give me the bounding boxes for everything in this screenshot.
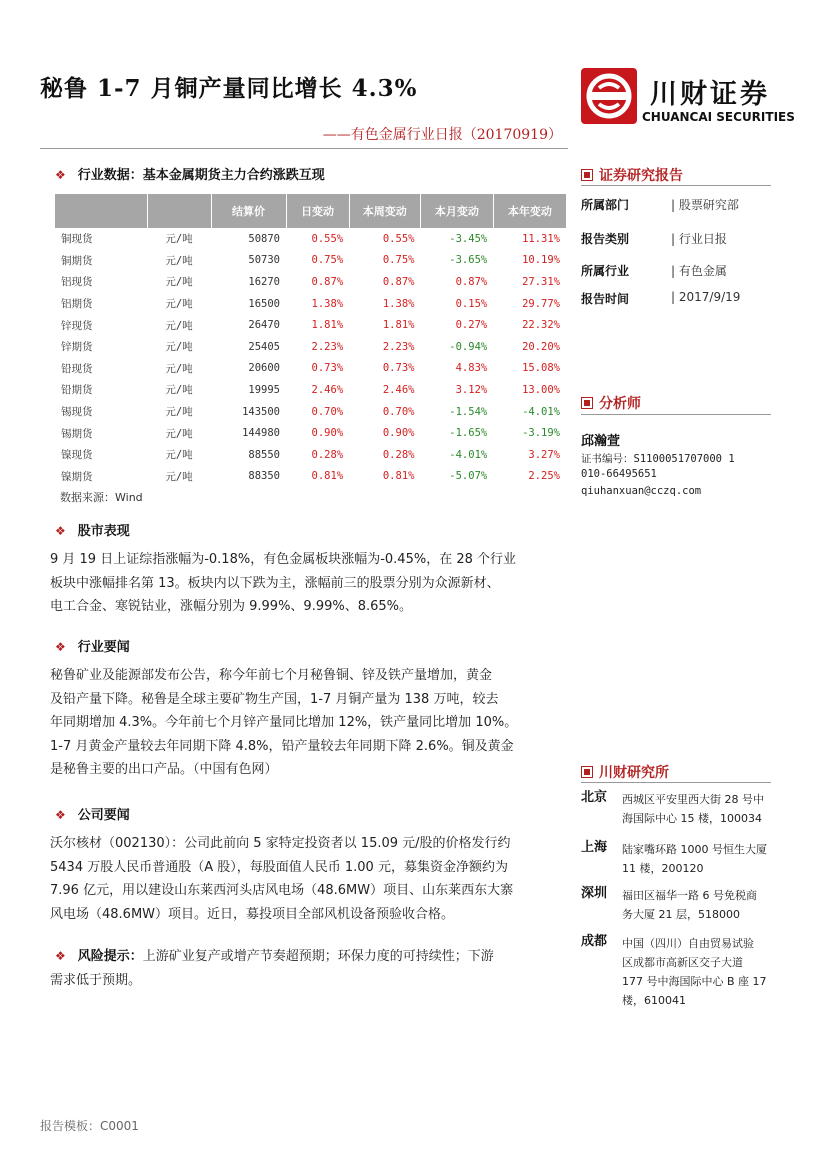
office-address-chengdu: 中国（四川）自由贸易试验 区成都市高新区交子大道 177 号中海国际中心 B 座 17 楼，610041 [622, 937, 767, 1007]
cell-week-change: 0.55% [382, 232, 415, 245]
cell-month-change: -1.54% [449, 405, 488, 418]
news-heading: ❖ 行业要闻 [55, 640, 130, 655]
cell-name: 铝期货 [61, 298, 93, 311]
cell-day-change: 2.46% [311, 383, 344, 396]
cell-price: 26470 [248, 319, 280, 332]
company-logo-icon [581, 68, 637, 124]
analyst-cert: 证书编号：S1100051707000 1 [581, 453, 735, 465]
cell-unit: 元/吨 [165, 298, 193, 311]
cell-year-change: 15.08% [522, 362, 560, 375]
cell-year-change: 27.31% [522, 275, 560, 288]
cell-day-change: 0.55% [311, 232, 344, 245]
table-row [55, 228, 566, 250]
cell-unit: 元/吨 [165, 470, 193, 483]
institute-divider [581, 782, 771, 783]
cell-month-change: 0.87% [455, 275, 488, 288]
office-address-shenzhen: 福田区福华一路 6 号免税商 务大厦 21 层，518000 [622, 889, 757, 921]
cell-month-change: 4.83% [455, 362, 488, 375]
institute-icon [581, 766, 593, 778]
analyst-email[interactable]: qiuhanxuan@cczq.com [581, 485, 702, 497]
cell-month-change: 3.12% [455, 383, 488, 396]
cell-week-change: 1.38% [382, 297, 415, 310]
cell-name: 锌现货 [61, 319, 93, 332]
page-title: 秘鲁 1-7 月铜产量同比增长 4.3% [40, 75, 418, 102]
template-footer: 报告模板：C0001 [40, 1119, 139, 1133]
cell-unit: 元/吨 [165, 233, 193, 246]
stock-heading: ❖ 股市表现 [55, 524, 130, 539]
metal-price-table [55, 194, 566, 487]
cell-week-change: 0.73% [382, 362, 415, 375]
cell-price: 16270 [248, 275, 280, 288]
company-name-cn: 川财证券 [650, 79, 770, 110]
table-row [55, 422, 566, 444]
info-row-date: 报告时间 | 2017/9/19 [581, 290, 741, 306]
cell-unit: 元/吨 [165, 276, 193, 289]
cell-day-change: 0.75% [311, 254, 344, 267]
table-row [55, 336, 566, 358]
cell-price: 50730 [248, 254, 280, 267]
cell-unit: 元/吨 [165, 362, 193, 375]
cell-month-change: -3.65% [449, 254, 488, 267]
cell-month-change: 0.27% [455, 319, 488, 332]
cell-day-change: 2.23% [311, 340, 344, 353]
diamond-bullet-icon: ❖ [55, 808, 66, 822]
cell-unit: 元/吨 [165, 384, 193, 397]
cell-week-change: 0.70% [382, 405, 415, 418]
cell-name: 铝现货 [61, 276, 93, 289]
diamond-bullet-icon: ❖ [55, 949, 66, 963]
col-header: 本年变动 [493, 194, 566, 228]
sidebar-divider [581, 185, 771, 186]
diamond-bullet-icon: ❖ [55, 168, 66, 182]
table-row [55, 466, 566, 488]
cell-year-change: -3.19% [522, 427, 560, 440]
table-row [55, 293, 566, 315]
cell-year-change: 11.31% [522, 232, 560, 245]
cell-week-change: 1.81% [382, 319, 415, 332]
info-row-category: 报告类别 | 行业日报 [581, 232, 727, 246]
cell-week-change: 0.75% [382, 254, 415, 267]
cell-price: 16500 [248, 297, 280, 310]
cell-name: 锡现货 [61, 406, 93, 419]
office-address-beijing: 西城区平安里西大街 28 号中 海国际中心 15 楼，100034 [622, 793, 764, 825]
news-paragraph: 秘鲁矿业及能源部发布公告，称今年前七个月秘鲁铜、锌及铁产量增加，黄金 及铅产量下降。秘鲁是全球主要矿物生产国，1-7 月铜产量为 138 万吨，较去 年同期增加 4.3%。今年前七个月锌产量同比增加 12%，铁产量同比增加 10%。 1-7 月黄金产量较去年同期下降 4.8%，铅产量较去年同期下降 2.6%。铜及黄金 是秘鲁主要的出口产品。（中国有色网） [50, 668, 518, 777]
cell-day-change: 0.70% [311, 405, 344, 418]
report-subtitle: ——有色金属行业日报（20170919） [322, 127, 562, 143]
cell-week-change: 0.81% [382, 470, 415, 483]
col-header: 本月变动 [420, 194, 493, 228]
cell-price: 144980 [242, 427, 280, 440]
cell-year-change: 22.32% [522, 319, 560, 332]
table-row [55, 379, 566, 401]
industry-data-heading: ❖ 行业数据：基本金属期货主力合约涨跌互现 [55, 168, 325, 183]
cell-price: 20600 [248, 362, 280, 375]
cell-unit: 元/吨 [165, 254, 193, 267]
analyst-heading: 分析师 [581, 393, 641, 413]
stock-paragraph: 9 月 19 日上证综指涨幅为-0.18%，有色金属板块涨幅为-0.45%，在 28 个行业 板块中涨幅排名第 13。板块内以下跌为主，涨幅前三的股票分别为众源新材、 电工合金、寒锐钴业，涨幅分别为 9.99%、9.99%、8.65%。 [50, 552, 516, 614]
risk-paragraph: ❖ 风险提示：上游矿业复产或增产节奏超预期；环保力度的可持续性；下游 需求低于预期。 [50, 949, 494, 988]
cell-week-change: 0.87% [382, 275, 415, 288]
cell-week-change: 0.28% [382, 448, 415, 461]
cell-year-change: -4.01% [522, 405, 560, 418]
cell-name: 铜期货 [61, 254, 93, 267]
col-header: 本周变动 [349, 194, 420, 228]
office-city-shenzhen: 深圳 [581, 886, 608, 901]
analyst-icon [581, 397, 593, 409]
company-name-en: CHUANCAI SECURITIES [642, 110, 795, 124]
cell-week-change: 0.90% [382, 427, 415, 440]
cell-price: 19995 [248, 383, 280, 396]
cell-unit: 元/吨 [165, 319, 193, 332]
cell-year-change: 3.27% [528, 448, 560, 461]
cell-day-change: 1.81% [311, 319, 344, 332]
cell-price: 88550 [248, 448, 280, 461]
cell-name: 铅期货 [61, 384, 93, 397]
office-city-shanghai: 上海 [581, 840, 608, 855]
cell-month-change: -4.01% [449, 448, 488, 461]
cell-price: 25405 [248, 340, 280, 353]
cell-name: 镍现货 [61, 449, 93, 462]
cell-name: 锡期货 [61, 427, 93, 440]
cell-price: 50870 [248, 232, 280, 245]
report-type-heading: 证券研究报告 [581, 165, 683, 185]
col-header: 结算价 [211, 194, 286, 228]
analyst-name: 邱瀚萱 [581, 434, 621, 449]
cell-year-change: 10.19% [522, 254, 560, 267]
office-city-beijing: 北京 [581, 790, 608, 805]
cell-day-change: 0.87% [311, 275, 344, 288]
table-row [55, 358, 566, 380]
office-address-shanghai: 陆家嘴环路 1000 号恒生大厦 11 楼，200120 [622, 843, 767, 875]
cell-year-change: 20.20% [522, 340, 560, 353]
cell-name: 铅现货 [61, 362, 93, 375]
cell-name: 镍期货 [61, 470, 93, 483]
cell-unit: 元/吨 [165, 449, 193, 462]
cell-month-change: -1.65% [449, 427, 488, 440]
cell-month-change: -0.94% [449, 340, 488, 353]
cell-price: 143500 [242, 405, 280, 418]
table-header-row [55, 194, 566, 228]
cell-name: 锌期货 [61, 341, 93, 354]
col-header [55, 194, 147, 228]
report-icon [581, 169, 593, 181]
analyst-divider [581, 414, 771, 415]
company-heading: ❖ 公司要闻 [55, 808, 130, 823]
cell-price: 88350 [248, 470, 280, 483]
cell-year-change: 13.00% [522, 383, 560, 396]
cell-day-change: 1.38% [311, 297, 344, 310]
data-source: 数据来源：Wind [60, 491, 143, 504]
info-row-department: 所属部门 | 股票研究部 [581, 198, 739, 212]
cell-month-change: -5.07% [449, 470, 488, 483]
cell-name: 铜现货 [61, 233, 93, 246]
table-row [55, 444, 566, 466]
cell-day-change: 0.90% [311, 427, 344, 440]
cell-year-change: 2.25% [528, 470, 560, 483]
table-row [55, 250, 566, 272]
cell-month-change: -3.45% [449, 232, 488, 245]
diamond-bullet-icon: ❖ [55, 640, 66, 654]
cell-unit: 元/吨 [165, 341, 193, 354]
cell-year-change: 29.77% [522, 297, 560, 310]
table-row [55, 314, 566, 336]
cell-unit: 元/吨 [165, 427, 193, 440]
table-row [55, 271, 566, 293]
cell-month-change: 0.15% [455, 297, 488, 310]
institute-heading: 川财研究所 [581, 762, 669, 782]
office-city-chengdu: 成都 [581, 934, 608, 949]
header-divider [40, 148, 568, 149]
info-row-industry: 所属行业 | 有色金属 [581, 264, 727, 278]
company-paragraph: 沃尔核材（002130）：公司此前向 5 家特定投资者以 15.09 元/股的价格发行约 5434 万股人民币普通股（A 股），每股面值人民币 1.00 元，募集资金净额约为 7.96 亿元，用以建设山东莱西河头店风电场（48.6MW）项目、山东莱西东大寨 风电场（48.6MW）项目。近日，募投项目全部风机设备预验收合格。 [50, 836, 514, 922]
cell-day-change: 0.73% [311, 362, 344, 375]
diamond-bullet-icon: ❖ [55, 524, 66, 538]
table-row [55, 401, 566, 423]
col-header: 日变动 [286, 194, 349, 228]
cell-week-change: 2.46% [382, 383, 415, 396]
cell-week-change: 2.23% [382, 340, 415, 353]
cell-day-change: 0.81% [311, 470, 344, 483]
analyst-phone: 010-66495651 [581, 468, 657, 480]
cell-day-change: 0.28% [311, 448, 344, 461]
col-header [147, 194, 211, 228]
cell-unit: 元/吨 [165, 406, 193, 419]
